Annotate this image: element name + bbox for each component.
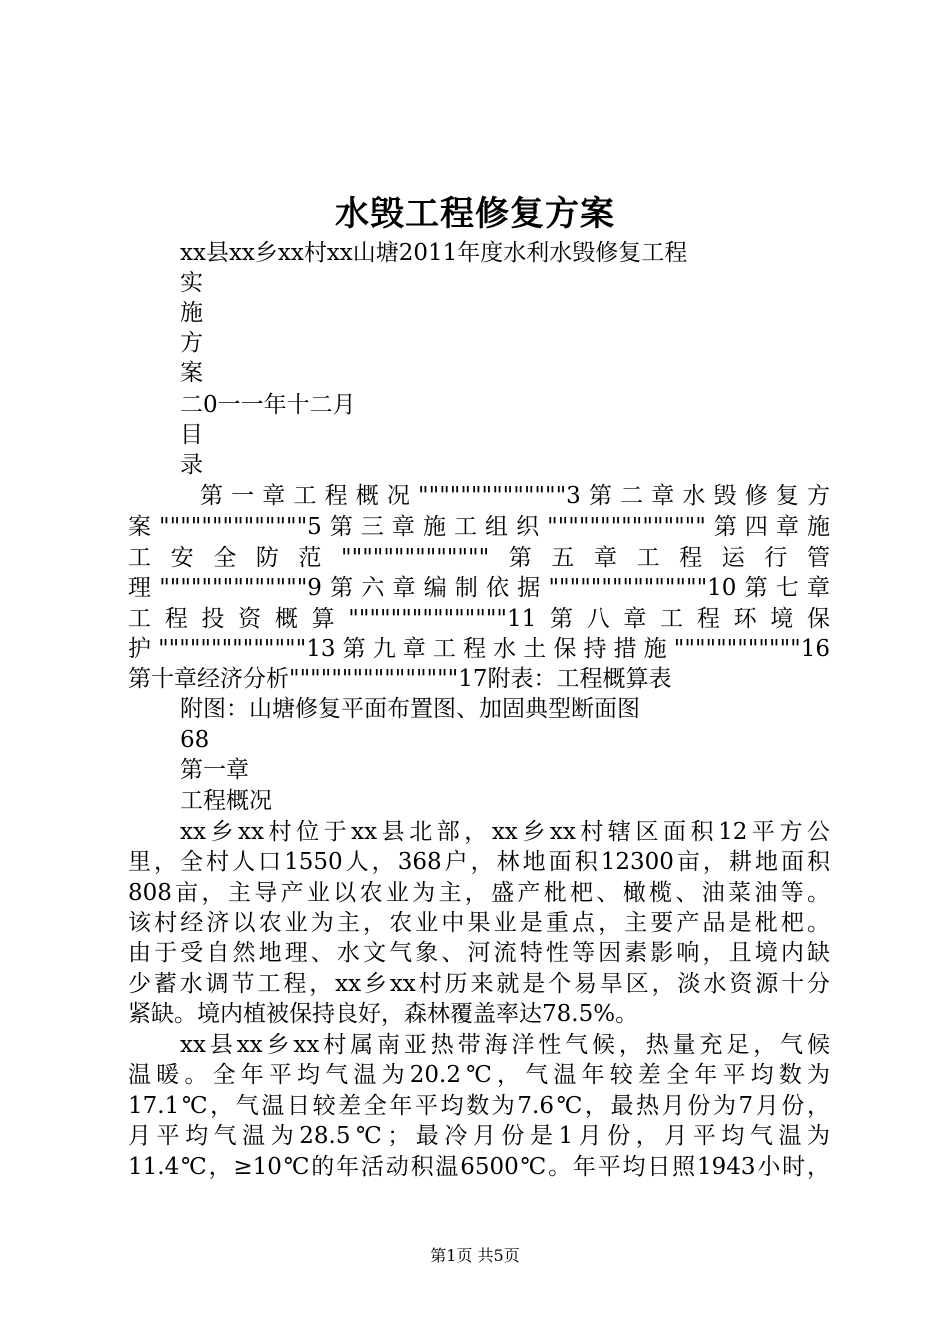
cover-vertical-char: 案	[180, 360, 203, 386]
chapter-number: 第一章	[180, 757, 249, 783]
toc-line: 护""""""""""""""13第九章工程水土保持措施""""""""""""16	[128, 636, 830, 662]
paragraph-line: 温暖。全年平均气温为20.2℃，气温年较差全年平均数为	[128, 1062, 830, 1088]
document-title: 水毁工程修复方案	[335, 194, 615, 234]
paragraph-line: xx县xx乡xx村属南亚热带海洋性气候，热量充足，气候	[180, 1032, 830, 1058]
toc-page-number: 68	[180, 727, 210, 753]
paragraph-line: 里，全村人口1550人，368户，林地面积12300亩，耕地面积	[128, 849, 830, 875]
toc-appendix-figure: 附图：山塘修复平面布置图、加固典型断面图	[180, 696, 640, 722]
paragraph-line: 由于受自然地理、水文气象、河流特性等因素影响，且境内缺	[128, 940, 830, 966]
toc-line: 理""""""""""""""9第六章编制依据"""""""""""""""10第七章	[128, 575, 830, 601]
toc-line: 工程投资概算"""""""""""""""11第八章工程环境保	[128, 606, 830, 632]
cover-vertical-char: 实	[180, 270, 203, 296]
paragraph-line: 月平均气温为28.5℃；最冷月份是1月份，月平均气温为	[128, 1123, 830, 1149]
page-footer: 第1页 共5页	[430, 1246, 520, 1265]
paragraph-line: 11.4℃，≥10℃的年活动积温6500℃。年平均日照1943小时，	[128, 1154, 830, 1180]
paragraph-line: 808亩，主导产业以农业为主，盛产枇杷、橄榄、油菜油等。	[128, 880, 830, 906]
cover-subtitle: xx县xx乡xx村xx山塘2011年度水利水毁修复工程	[180, 240, 688, 266]
toc-line: 第十章经济分析""""""""""""""""17附表：工程概算表	[128, 666, 672, 692]
paragraph-line: 紧缺。境内植被保持良好，森林覆盖率达78.5%。	[128, 1001, 639, 1027]
paragraph-line: 该村经济以农业为主，农业中果业是重点，主要产品是枇杷。	[128, 910, 830, 936]
toc-heading-char: 录	[180, 452, 203, 478]
chapter-name: 工程概况	[180, 788, 272, 814]
paragraph-line: 17.1℃，气温日较差全年平均数为7.6℃，最热月份为7月份，	[128, 1093, 830, 1119]
toc-line: 案""""""""""""""5第三章施工组织"""""""""""""""第四章施	[128, 514, 830, 540]
paragraph-line: 少蓄水调节工程，xx乡xx村历来就是个易旱区，淡水资源十分	[128, 971, 830, 997]
toc-heading-char: 目	[180, 422, 203, 448]
toc-line: 工安全防范""""""""""""""第五章工程运行管	[128, 545, 830, 571]
paragraph-line: xx乡xx村位于xx县北部，xx乡xx村辖区面积12平方公	[180, 819, 830, 845]
cover-vertical-char: 方	[180, 330, 203, 356]
cover-date: 二0一一年十二月	[180, 392, 356, 418]
cover-vertical-char: 施	[180, 300, 203, 326]
toc-line: 第一章工程概况""""""""""""""3第二章水毁修复方	[200, 483, 830, 509]
